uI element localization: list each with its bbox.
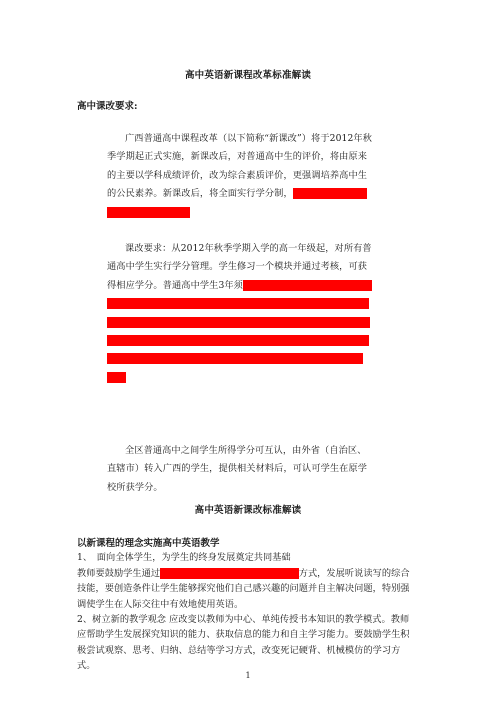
paragraph-text: 方式，发展听说读写的综合技能，要创造条件让学生能够探究他们自己感兴趣的问题并自主解决问题，特别强调使学生在人际交往中有效地使用英语。: [77, 568, 410, 610]
highlight-text: 修满144学分方可毕业，其中必修学分至少达到116分，包括语文、英语、数学各10学分，思想政治、技术各8学分，历史、地理、物理、化学、生物各6学分，音乐、美术各3学分，体育与健康11学分，研究性学习活动15学分，社会实践6学分，社区服务2学分，选修课程至少修满28学分。: [107, 279, 373, 383]
paragraph-credit-recognition: 全区普通高中之间学生所得学分可互认，由外省（自治区、直辖市）转入广西的学生，提供相关材料后，可认可学生在原学校所获学分。: [107, 445, 368, 493]
list-item-1-body: [77, 566, 417, 612]
section-heading-requirements: 高中课改要求:: [77, 101, 138, 112]
paragraph-text: 广西普通高中课程改革（以下简称“新课改”）将于2012年秋季学期起正式实施，新课改后，对普通高中生的评价，将由原来的主要以学科成绩评价，改为综合素质评价，更强调培养高中生的公民素养。新课改后，将全面实行学分制，: [107, 133, 372, 200]
paragraph-reform-intro: [107, 130, 375, 222]
section-heading-implementation: 以新课程的理念实施高中英语教学: [77, 538, 220, 549]
list-item-1-title: 1、 面向全体学生，为学生的终身发展奠定共同基础: [77, 552, 291, 563]
section-title-standards: 高中英语新课改标准解读: [194, 505, 302, 516]
paragraph-text: 教师要鼓励学生通过: [77, 568, 161, 579]
highlight-text: 修满144学分方可毕业。: [107, 188, 368, 218]
page-number: 1: [245, 671, 251, 680]
document-title: 高中英语新课程改革标准解读: [184, 70, 312, 81]
paragraph-credit-requirements: [107, 240, 375, 387]
list-item-2: 2、树立新的教学观念 应改变以教师为中心、单纯传授书本知识的教学模式。教师应帮助学生发展探究知识的能力、获取信息的能力和自主学习能力。要鼓励学生积极尝试观察、思考、归纳、总结等学习方式，改变死记硬背、机械模仿的学习方式。: [77, 614, 410, 672]
paragraph-text: 课改要求：从2012年秋季学期入学的高一年级起，对所有普通高中学生实行学分管理。学生修习一个模块并通过考核，可获得相应学分。普通高中学生3年须: [107, 243, 372, 291]
highlight-text: 普通高中学生: [292, 188, 349, 200]
highlight-text: 体验、实践、讨论、合作、探究等: [160, 568, 299, 579]
